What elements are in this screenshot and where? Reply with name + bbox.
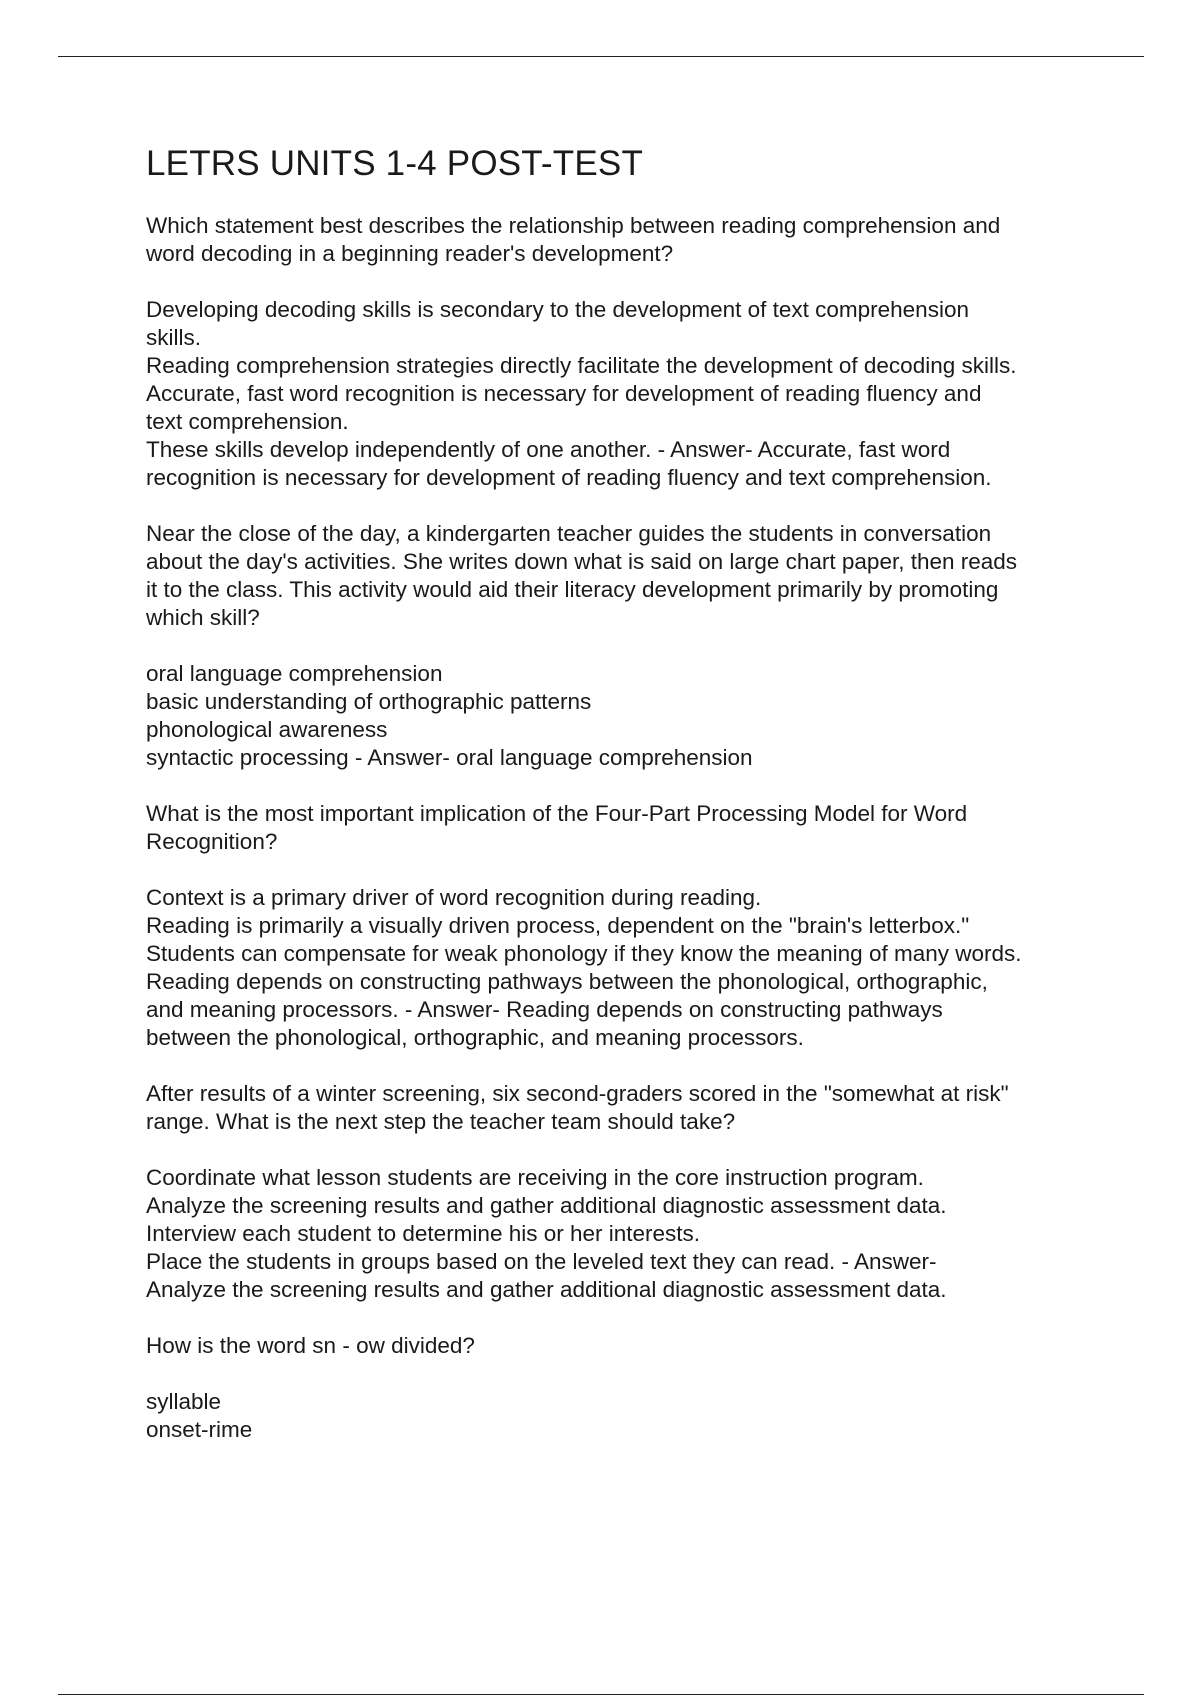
bottom-rule [58, 1694, 1144, 1695]
text-line: Coordinate what lesson students are receiving in the core instruction program. [146, 1165, 924, 1190]
text-line: Near the close of the day, a kindergarten teacher guides the students in conversation [146, 521, 992, 546]
top-rule [58, 56, 1144, 57]
text-line: range. What is the next step the teacher team should take? [146, 1109, 736, 1134]
text-line: Which statement best describes the relationship between reading comprehension and [146, 213, 1001, 238]
question-5-prompt [146, 1332, 1106, 1360]
text-line: basic understanding of orthographic patterns [146, 689, 592, 714]
text-line: Reading comprehension strategies directly facilitate the development of decoding skills. [146, 353, 1017, 378]
text-line: Analyze the screening results and gather additional diagnostic assessment data. [146, 1277, 947, 1302]
question-4-options [146, 1164, 1106, 1304]
text-line: Place the students in groups based on the leveled text they can read. - Answer- [146, 1249, 937, 1274]
text-line: phonological awareness [146, 717, 388, 742]
text-line: about the day's activities. She writes down what is said on large chart paper, then reads [146, 549, 1018, 574]
text-line: After results of a winter screening, six second-graders scored in the "somewhat at risk" [146, 1081, 1009, 1106]
text-line: These skills develop independently of one another. - Answer- Accurate, fast word [146, 437, 951, 462]
text-line: Students can compensate for weak phonology if they know the meaning of many words. [146, 941, 1022, 966]
question-1-options [146, 296, 1106, 492]
document-body [146, 142, 1106, 1472]
question-4-prompt [146, 1080, 1106, 1136]
text-line: Accurate, fast word recognition is necessary for development of reading fluency and [146, 381, 982, 406]
text-line: Interview each student to determine his or her interests. [146, 1221, 701, 1246]
question-1-prompt [146, 212, 1106, 268]
question-5-options [146, 1388, 1106, 1444]
text-line: skills. [146, 325, 201, 350]
text-line: and meaning processors. - Answer- Reading depends on constructing pathways [146, 997, 943, 1022]
question-2-prompt [146, 520, 1106, 632]
text-line: Context is a primary driver of word recognition during reading. [146, 885, 762, 910]
text-line: word decoding in a beginning reader's development? [146, 241, 674, 266]
text-line: syntactic processing - Answer- oral language comprehension [146, 745, 753, 770]
document-title: LETRS UNITS 1-4 POST-TEST [146, 144, 644, 183]
text-line: Recognition? [146, 829, 278, 854]
text-line: syllable [146, 1389, 222, 1414]
question-2-options [146, 660, 1106, 772]
text-line: How is the word sn - ow divided? [146, 1333, 475, 1358]
text-line: Analyze the screening results and gather additional diagnostic assessment data. [146, 1193, 947, 1218]
text-line: between the phonological, orthographic, and meaning processors. [146, 1025, 804, 1050]
text-line: oral language comprehension [146, 661, 443, 686]
text-line: What is the most important implication of the Four-Part Processing Model for Word [146, 801, 968, 826]
text-line: recognition is necessary for development of reading fluency and text comprehension. [146, 465, 992, 490]
question-3-options [146, 884, 1106, 1052]
text-line: Reading is primarily a visually driven process, dependent on the "brain's letterbox." [146, 913, 970, 938]
text-line: onset-rime [146, 1417, 253, 1442]
text-line: Reading depends on constructing pathways between the phonological, orthographic, [146, 969, 988, 994]
text-line: it to the class. This activity would aid their literacy development primarily by promoting [146, 577, 999, 602]
text-line: Developing decoding skills is secondary to the development of text comprehension [146, 297, 969, 322]
text-line: which skill? [146, 605, 260, 630]
text-line: text comprehension. [146, 409, 349, 434]
question-3-prompt [146, 800, 1106, 856]
